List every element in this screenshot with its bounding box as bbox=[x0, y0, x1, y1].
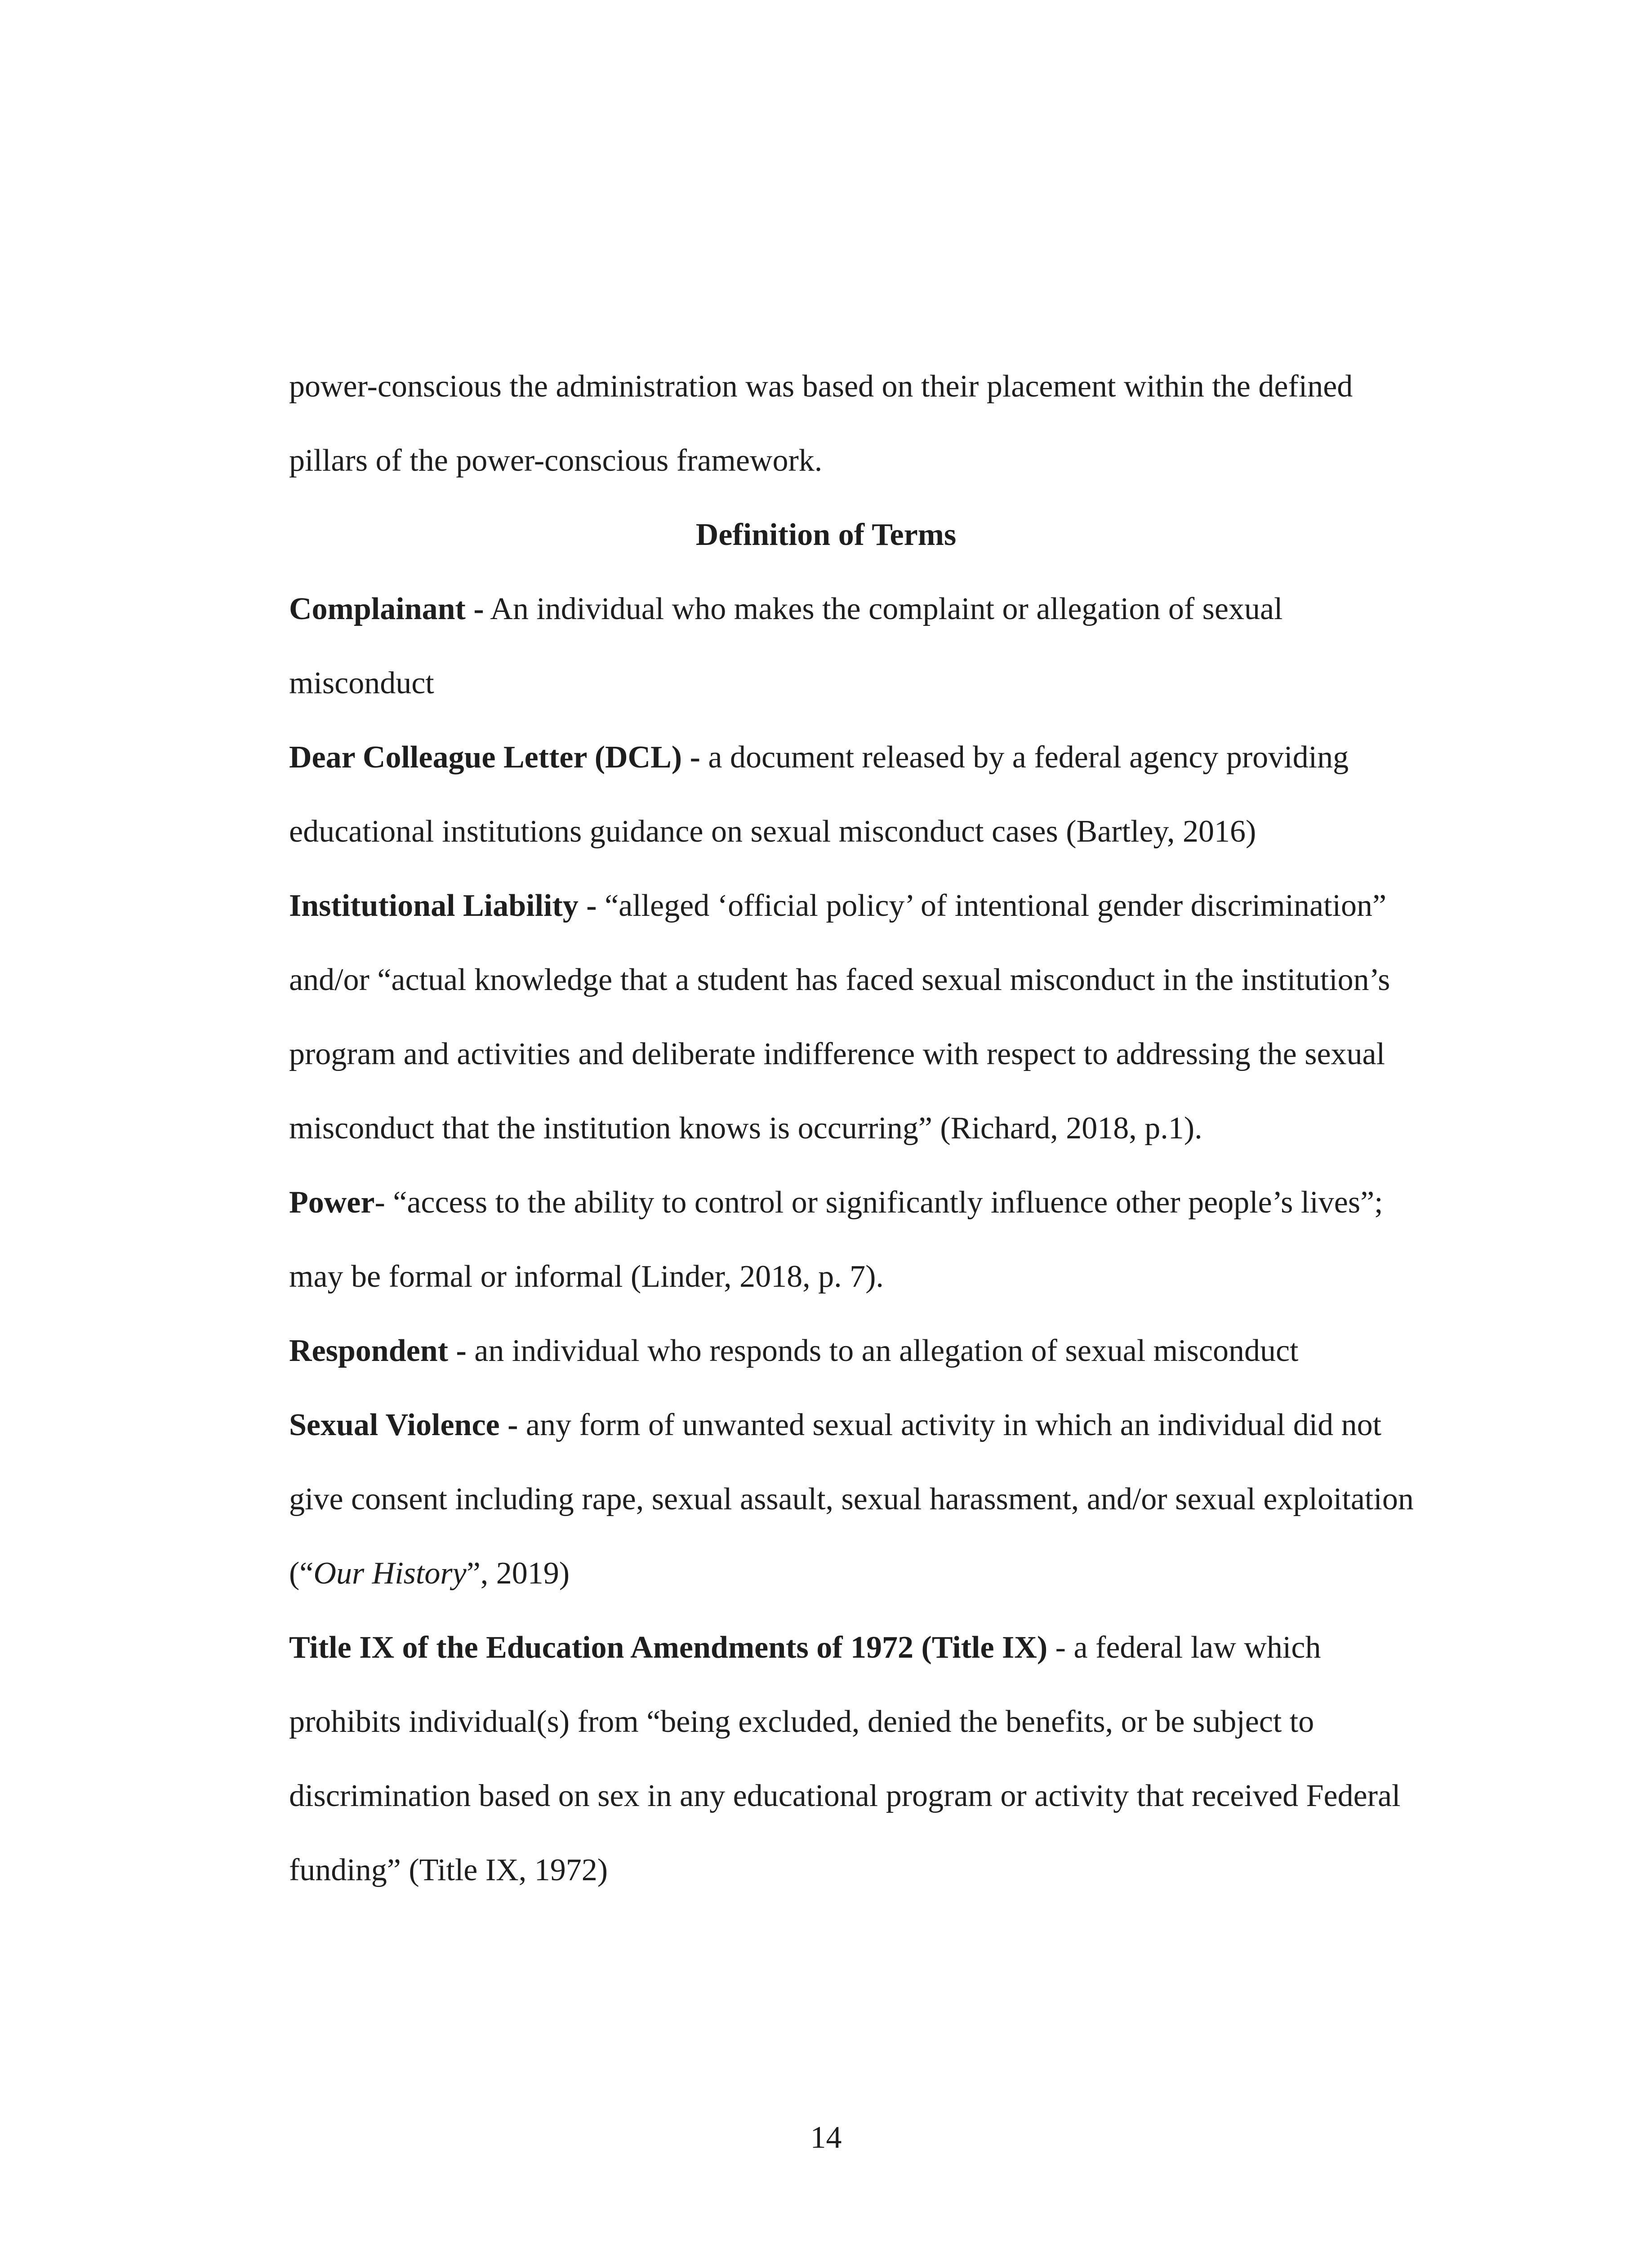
intro-line-1 bbox=[289, 366, 1353, 407]
term-label: Power bbox=[289, 1185, 375, 1220]
section-heading: Definition of Terms bbox=[695, 517, 957, 552]
term-institutional-liability-cont-2 bbox=[289, 1034, 1385, 1075]
page-number: 14 bbox=[810, 2120, 842, 2155]
term-label: Dear Colleague Letter (DCL) - bbox=[289, 740, 700, 775]
term-label: Institutional Liability - bbox=[289, 888, 597, 923]
term-title-ix bbox=[289, 1628, 1321, 1668]
term-definition: a document released by a federal agency providing bbox=[700, 740, 1349, 775]
term-definition: misconduct that the institution knows is occurring” (Richard, 2018, p.1). bbox=[289, 1111, 1202, 1146]
term-complainant-cont bbox=[289, 663, 434, 704]
term-sexual-violence-cont-2 bbox=[289, 1553, 570, 1594]
term-definition: educational institutions guidance on sexual misconduct cases (Bartley, 2016) bbox=[289, 814, 1256, 849]
term-institutional-liability-cont-3 bbox=[289, 1108, 1202, 1149]
term-definition: funding” (Title IX, 1972) bbox=[289, 1853, 608, 1887]
intro-line-2 bbox=[289, 441, 822, 481]
term-label: Title IX of the Education Amendments of 1972 (Title IX) bbox=[289, 1630, 1048, 1665]
citation-open: (“ bbox=[289, 1556, 314, 1591]
term-dcl bbox=[289, 737, 1349, 778]
term-definition: misconduct bbox=[289, 666, 434, 700]
term-definition: and/or “actual knowledge that a student has faced sexual misconduct in the institution’s bbox=[289, 963, 1390, 997]
citation-close: ”, 2019) bbox=[466, 1556, 570, 1591]
intro-text-2: pillars of the power-conscious framework. bbox=[289, 443, 823, 478]
term-label: Complainant - bbox=[289, 592, 484, 626]
term-definition: any form of unwanted sexual activity in which an individual did not bbox=[518, 1408, 1382, 1442]
term-label: Sexual Violence - bbox=[289, 1408, 518, 1442]
term-definition: - “access to the ability to control or significantly influence other people’s lives”; bbox=[374, 1185, 1383, 1220]
term-definition: An individual who makes the complaint or allegation of sexual bbox=[484, 592, 1283, 626]
term-dcl-cont bbox=[289, 812, 1256, 852]
term-definition: an individual who responds to an allegation of sexual misconduct bbox=[466, 1334, 1299, 1368]
citation-title: Our History bbox=[313, 1556, 467, 1591]
intro-text-1: power-conscious the administration was based on their placement within the defined bbox=[289, 369, 1353, 404]
term-complainant bbox=[289, 589, 1283, 629]
term-definition: “alleged ‘official policy’ of intentional gender discrimination” bbox=[597, 888, 1387, 923]
term-definition: discrimination based on sex in any educational program or activity that received Federal bbox=[289, 1779, 1401, 1813]
term-sexual-violence bbox=[289, 1405, 1381, 1445]
term-sexual-violence-cont-1 bbox=[289, 1479, 1414, 1520]
term-definition: may be formal or informal (Linder, 2018, p. 7). bbox=[289, 1259, 884, 1294]
term-respondent bbox=[289, 1331, 1299, 1371]
term-definition: prohibits individual(s) from “being excluded, denied the benefits, or be subject to bbox=[289, 1704, 1314, 1739]
term-power-cont bbox=[289, 1257, 884, 1297]
term-definition: give consent including rape, sexual assault, sexual harassment, and/or sexual exploitation bbox=[289, 1482, 1414, 1517]
term-institutional-liability-cont-1 bbox=[289, 960, 1390, 1000]
term-label: Respondent - bbox=[289, 1334, 467, 1368]
term-title-ix-cont-1 bbox=[289, 1702, 1314, 1742]
term-institutional-liability bbox=[289, 886, 1386, 926]
term-definition: program and activities and deliberate indifference with respect to addressing the sexual bbox=[289, 1037, 1385, 1071]
term-title-ix-cont-2 bbox=[289, 1776, 1401, 1816]
term-power bbox=[289, 1182, 1383, 1223]
term-title-ix-cont-3 bbox=[289, 1850, 608, 1891]
term-definition: - a federal law which bbox=[1047, 1630, 1321, 1665]
